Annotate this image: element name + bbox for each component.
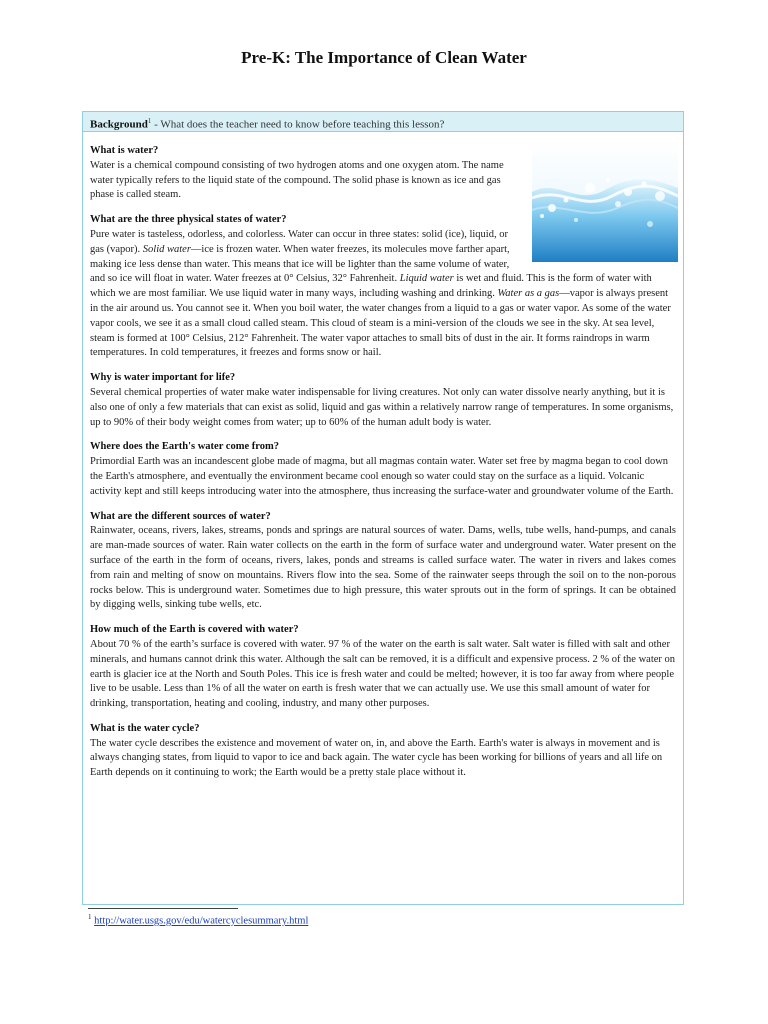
section-body: The water cycle describes the existence and movement of water on, in, and above the Earth. Earth's water is always in movement and is always changing states, from liquid to vapor to ice and back again. The water cycle has been working for billions of years and all life on Earth depends on it continuing to work; the Earth would be a pretty stale place without it. (90, 737, 663, 779)
footnote-ref[interactable]: 1 (147, 117, 152, 125)
page-title: Pre-K: The Importance of Clean Water (241, 48, 527, 67)
footnote-link[interactable]: http://water.usgs.gov/edu/watercyclesummary.html (94, 915, 309, 927)
background-content (83, 132, 683, 781)
section-earth-coverage (90, 623, 676, 712)
background-label: Background (90, 118, 148, 131)
background-box (82, 111, 684, 905)
section-body: Several chemical properties of water make water indispensable for living creatures. Not only can water dissolve nearly anything, but it is also one of only a few materials that can exist as solid, liquid and gas within a relatively narrow range of temperatures. In some organisms, up to 90% of their body weight comes from water; up to 60% of the human adult body is water. (90, 386, 674, 428)
section-heading: How much of the Earth is covered with water? (90, 624, 299, 636)
background-header: Background$^1$ - What does the teacher need to know before teaching this lesson? (83, 112, 683, 132)
section-heading: Why is water important for life? (90, 372, 236, 384)
section-earth-water-origin (90, 440, 676, 499)
water-splash-illustration (532, 140, 678, 262)
section-body: Rainwater, oceans, rivers, lakes, streams, ponds and springs are natural sources of water. Dams, wells, tube wells, hand-pumps, and canals are man-made sources of water. Rain water collects on the earth in the form of surface water and underground water. Water present on the surface of the earth in the form of oceans, rivers, lakes, ponds and streams is called surface water. The water in rivers and lakes comes from rain and melting of snow on mountains. Rivers flow into the sea. Some of the rainwater seeps through the soil on to the non-porous rocks below. This is underground water. Sometimes due to high pressure, this water sprouts out in the form of springs. It can be obtained by digging wells, sinking tube wells, etc. (90, 525, 676, 611)
section-importance-for-life (90, 371, 676, 430)
states-text-4: —vapor is always present in the air around us. You cannot see it. When you boil water, the water changes from a liquid to a gas or water vapor. As some of the water vapor cools, we see it as a small cloud called steam. This cloud of steam is a mini-version of the clouds we see in the sky. At sea level, steam is formed at 100° Celsius, 212° Fahrenheit. The water vapor attaches to small bits of dust in the air. It forms raindrops in warm temperatures. In cold temperatures, it freezes and forms snow or hail. (90, 288, 671, 359)
states-text-2: —ice is frozen water. When water freezes, its molecules move farther apart, making ice less dense than water. This means that ice will be lighter than the same volume of water, and so ice will float in water. Water freezes at 0° Celsius, 32° Fahrenheit. (90, 243, 510, 285)
section-body: Primordial Earth was an incandescent globe made of magma, but all magmas contain water. Water set free by magma began to cool down the Earth's atmosphere, and eventually the environment became cool enough so water could stay on the surface as a liquid. Volcanic activity kept and still keeps introducing water into the atmosphere, thus increasing the surface-water and groundwater volume of the Earth. (90, 456, 674, 497)
term-water-as-gas: Water as a gas (497, 288, 560, 300)
term-solid-water: Solid water (142, 243, 191, 255)
states-text-1: Pure water is tasteless, odorless, and colorless. Water can occur in three states: solid (ice), liquid, or gas (vapor). (90, 228, 508, 255)
states-text-3: is wet and fluid. This is the form of water with which we are most familiar. We use liquid water in many ways, including washing and drinking. (90, 273, 652, 300)
section-water-cycle (90, 722, 676, 781)
section-body: Water is a chemical compound consisting of two hydrogen atoms and one oxygen atom. The name water typically refers to the liquid state of the compound. The solid phase is known as ice and gas phase is called steam. (90, 159, 504, 201)
footnote (88, 913, 308, 927)
section-body: About 70 % of the earth’s surface is covered with water. 97 % of the water on the earth is salt water. Salt water is filled with salt and other minerals, and humans cannot drink this water. Although the salt can be removed, it is a difficult and expensive process. 2 % of the water on earth is glacier ice at the North and South Poles. This ice is fresh water and could be melted; however, it is too far away from where people live to be usable. Less than 1% of all the water on earth is fresh water that we can actually use. We use this small amount of water for drinking, transportation, heating and cooling, industry, and many other purposes. (90, 638, 676, 710)
section-water-sources (90, 510, 676, 614)
section-heading: What is the water cycle? (90, 722, 200, 734)
section-heading: Where does the Earth's water come from? (90, 441, 279, 453)
section-heading: What are the three physical states of water? (90, 214, 287, 226)
term-liquid-water: Liquid water (399, 273, 454, 285)
background-prompt: What does the teacher need to know before teaching this lesson? (160, 118, 445, 131)
footnote-divider (88, 908, 238, 909)
section-heading: What are the different sources of water? (90, 510, 271, 522)
footnote-mark: 1 (88, 913, 92, 921)
section-heading: What is water? (90, 145, 159, 156)
